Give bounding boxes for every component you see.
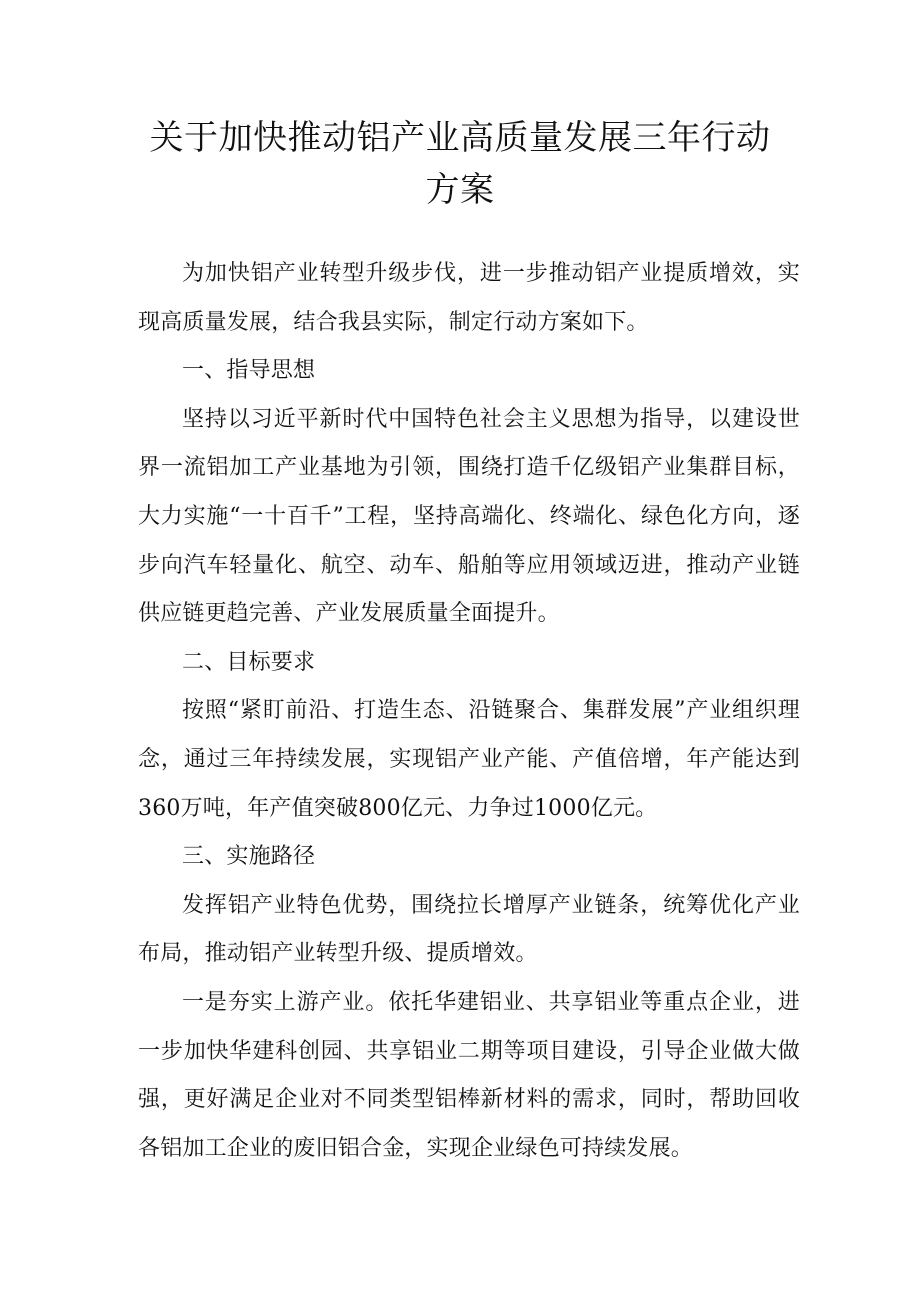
intro-paragraph: 为加快铝产业转型升级步伐，进一步推动铝产业提质增效，实现高质量发展，结合我县实际，制定行动方案如下。	[138, 261, 800, 335]
title-line-1: 关于加快推动铝产业高质量发展三年行动	[149, 118, 771, 158]
guiding-ideology-paragraph: 坚持以习近平新时代中国特色社会主义思想为指导，以建设世界一流铝加工产业基地为引领，围绕打造千亿级铝产业集群目标，大力实施“一十百千”工程，坚持高端化、终端化、绿色化方向，逐步向汽车轻量化、航空、动车、船舶等应用领域迈进，推动产业链供应链更趋完善、产业发展质量全面提升。	[138, 406, 800, 627]
title-line-2: 方案	[425, 170, 495, 210]
upstream-industry-paragraph: 一是夯实上游产业。依托华建铝业、共享铝业等重点企业，进一步加快华建科创园、共享铝业二期等项目建设，引导企业做大做强，更好满足企业对不同类型铝棒新材料的需求，同时，帮助回收各铝加工企业的废旧铝合金，实现企业绿色可持续发展。	[138, 989, 800, 1161]
section-heading-goals: 二、目标要求	[182, 649, 316, 675]
document-title	[130, 112, 790, 216]
goals-paragraph: 按照“紧盯前沿、打造生态、沿链聚合、集群发展”产业组织理念，通过三年持续发展，实现铝产业产能、产值倍增，年产能达到360万吨，年产值突破800亿元、力争过1000亿元。	[138, 698, 800, 821]
implementation-intro-paragraph: 发挥铝产业特色优势，围绕拉长增厚产业链条，统筹优化产业布局，推动铝产业转型升级、提质增效。	[138, 892, 800, 967]
section-heading-guiding-ideology: 一、指导思想	[182, 358, 316, 384]
document-body	[138, 250, 800, 1173]
section-heading-implementation-path: 三、实施路径	[182, 844, 316, 870]
